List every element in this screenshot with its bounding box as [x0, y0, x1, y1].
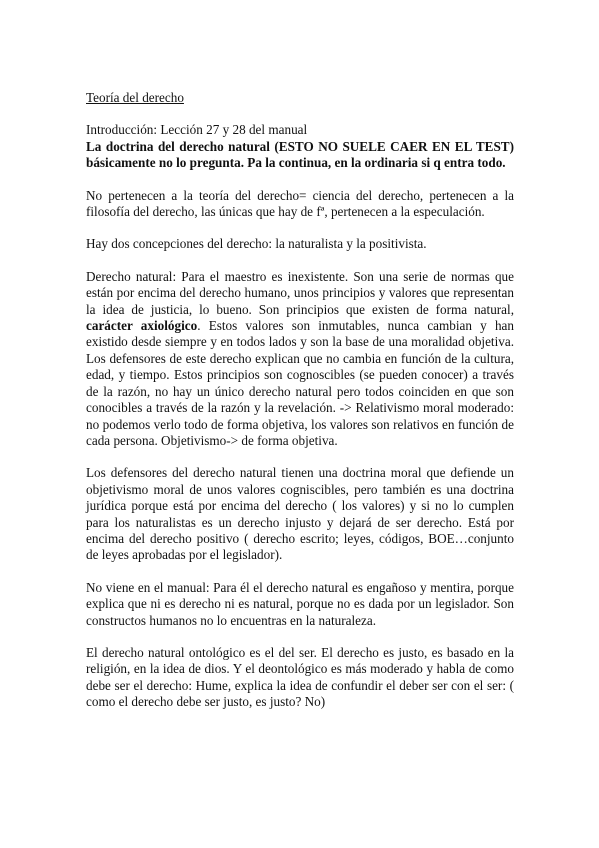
document-body — [86, 90, 514, 711]
paragraph-3-after: . Estos valores son inmutables, nunca cambian y han existido desde siempre y en todos lados y son la base de una moralidad objetiva. Los defensores de este derecho explican que no cambia en función de la cultura, edad, y tiempo. Estos principios son cognoscibles (se pueden conocer) a través de la razón, no hay un único derecho natural pero todos coinciden en que son conocibles a través de la razón y la revelación. -> Relativismo moral moderado: no podemos verlo todo de forma objetiva, los valores son relativos en función de cada persona. Objetivismo-> de forma objetiva. — [86, 318, 515, 448]
document-title: Teoría del derecho — [86, 90, 184, 105]
paragraph-1: No pertenecen a la teoría del derecho= ciencia del derecho, pertenecen a la filosofía del derecho, las únicas que hay de fª, pertenecen a la especulación. — [86, 187, 514, 220]
paragraph-2: Hay dos concepciones del derecho: la naturalista y la positivista. — [86, 236, 427, 252]
bold-intro-text: La doctrina del derecho natural (ESTO NO SUELE CAER EN EL TEST) básicamente no lo pregunta. Pa la continua, en la ordinaria si q entra todo. — [86, 138, 514, 171]
paragraph-3 — [86, 269, 514, 449]
paragraph-3-bold: carácter axiológico — [86, 318, 198, 334]
paragraph-3-before: Derecho natural: Para el maestro es inexistente. Son una serie de normas que están por encima del derecho humano, unos principios y valores que representan la idea de justicia, lo bueno. Son principios que existen de forma natural, — [86, 268, 514, 317]
paragraph-6: El derecho natural ontológico es el del ser. El derecho es justo, es basado en la religión, en la idea de dios. Y el deontológico es más moderado y habla de como debe ser el derecho: Hume, explica la idea de confundir el deber ser con el ser: ( como el derecho debe ser justo, es justo? No) — [86, 644, 514, 710]
paragraph-5: No viene en el manual: Para él el derecho natural es engañoso y mentira, porque explica que ni es derecho ni es natural, porque no es dada por un legislador. Son constructos humanos no lo encuentras en la naturaleza. — [86, 579, 514, 628]
bold-intro-paragraph — [86, 139, 514, 172]
intro-line: Introducción: Lección 27 y 28 del manual — [86, 122, 308, 138]
paragraph-4: Los defensores del derecho natural tienen una doctrina moral que defiende un objetivismo moral de unos valores cogniscibles, pero también es una doctrina jurídica porque está por encima del derecho ( los valores) y si no lo cumplen para los naturalistas es un derecho injusto y dejará de ser derecho. Está por encima del derecho positivo ( derecho escrito; leyes, códigos, BOE…conjunto de leyes aprobadas por el legislador). — [86, 465, 514, 563]
